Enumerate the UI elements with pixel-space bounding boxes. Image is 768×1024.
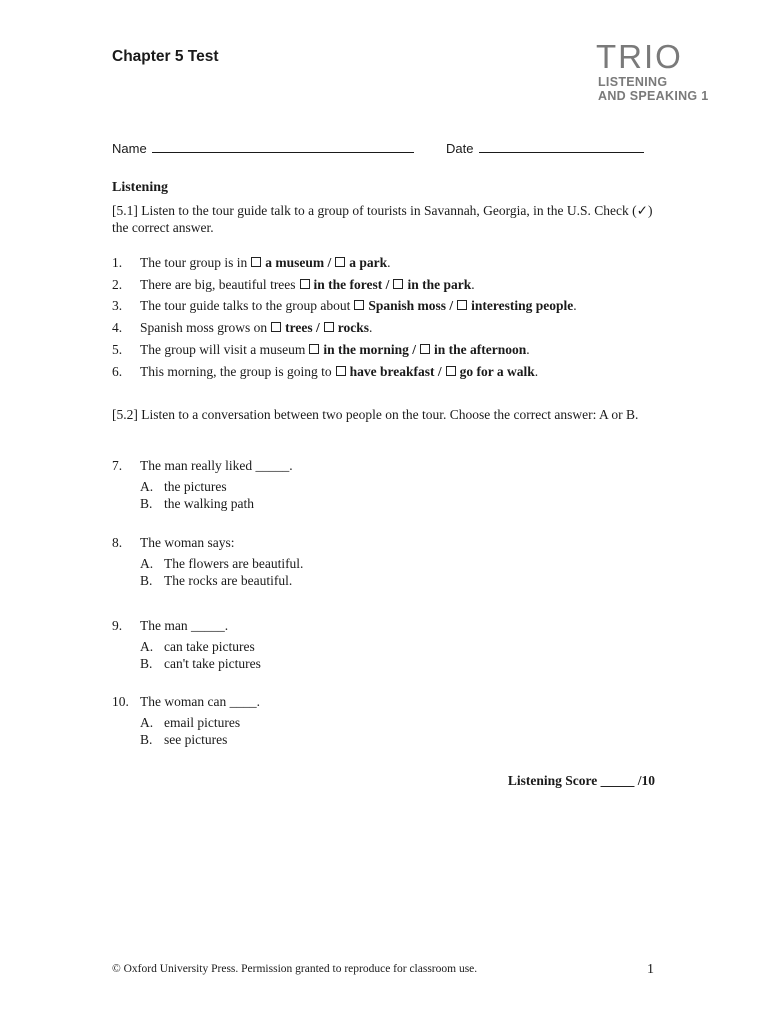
- question-stem: Spanish moss grows on: [140, 320, 268, 335]
- question-number: 1.: [112, 255, 123, 270]
- option-letter: B.: [140, 573, 153, 588]
- answer-option: have breakfast: [349, 364, 435, 379]
- sentence-end: .: [471, 277, 475, 292]
- copyright-footer: © Oxford University Press. Permission granted to reproduce for classroom use.: [112, 963, 478, 975]
- question-number: 7.: [112, 458, 123, 473]
- name-blank-line[interactable]: [152, 140, 414, 153]
- option-letter: B.: [140, 732, 153, 747]
- question-stem: The tour guide talks to the group about: [140, 298, 351, 313]
- option-text: can't take pictures: [164, 656, 261, 671]
- answer-checkbox[interactable]: [324, 322, 334, 332]
- answer-option: a park: [349, 255, 388, 270]
- answer-option: go for a walk: [459, 364, 535, 379]
- option-text: the walking path: [164, 496, 254, 511]
- listening-score: Listening Score _____ /10: [507, 773, 655, 788]
- answer-option: trees: [285, 320, 313, 335]
- sentence-end: .: [573, 298, 577, 313]
- date-field[interactable]: [446, 140, 644, 156]
- option-text: the pictures: [164, 479, 227, 494]
- answer-checkbox[interactable]: [420, 344, 430, 354]
- question-stem: The man _____.: [140, 618, 229, 633]
- question-number: 8.: [112, 535, 123, 550]
- answer-checkbox[interactable]: [457, 300, 467, 310]
- date-label: Date: [446, 141, 474, 156]
- answer-option: in the park: [407, 277, 472, 292]
- answer-checkbox[interactable]: [393, 279, 403, 289]
- answer-checkbox[interactable]: [446, 366, 456, 376]
- answer-option: rocks: [337, 320, 370, 335]
- answer-option: in the morning: [323, 342, 409, 357]
- answer-checkbox[interactable]: [251, 257, 261, 267]
- answer-checkbox[interactable]: [300, 279, 310, 289]
- answer-option: Spanish moss: [368, 298, 447, 313]
- logo-line-1: LISTENING: [598, 75, 668, 89]
- question-number: 4.: [112, 320, 123, 335]
- option-letter: A.: [140, 479, 154, 494]
- question-stem: The woman can ____.: [140, 694, 260, 709]
- option-text: can take pictures: [164, 639, 255, 654]
- option-separator: /: [449, 298, 454, 313]
- question-stem: This morning, the group is going to: [140, 364, 332, 379]
- answer-option: interesting people: [471, 298, 574, 313]
- instructions-part-2: [5.2] Listen to a conversation between two people on the tour. Choose the correct answer: A or B.: [112, 407, 639, 422]
- question-stem: The woman says:: [140, 535, 235, 550]
- answer-option: in the afternoon: [434, 342, 527, 357]
- date-blank-line[interactable]: [479, 140, 644, 153]
- question-number: 6.: [112, 364, 123, 379]
- option-separator: /: [412, 342, 417, 357]
- option-text: The rocks are beautiful.: [164, 573, 293, 588]
- question-text: [140, 254, 391, 272]
- answer-checkbox[interactable]: [336, 366, 346, 376]
- answer-checkbox[interactable]: [335, 257, 345, 267]
- logo-line-2: AND SPEAKING 1: [598, 89, 709, 103]
- option-letter: B.: [140, 496, 153, 511]
- document-title: Chapter 5 Test: [112, 48, 219, 65]
- option-text: email pictures: [164, 715, 241, 730]
- question-text: [140, 276, 475, 294]
- name-field[interactable]: [112, 140, 414, 156]
- page-number: 1: [647, 962, 654, 977]
- option-letter: A.: [140, 715, 154, 730]
- sentence-end: .: [369, 320, 373, 335]
- option-letter: A.: [140, 556, 154, 571]
- answer-checkbox[interactable]: [354, 300, 364, 310]
- sentence-end: .: [534, 364, 539, 379]
- section-heading: Listening: [112, 180, 169, 195]
- logo-brand: TRIO: [596, 38, 683, 75]
- instructions-part-1: [5.1] Listen to the tour guide talk to a group of tourists in Savannah, Georgia, in the U.S. Check (✓) the correct answer.: [112, 203, 653, 235]
- question-text: [140, 297, 577, 315]
- question-number: 10.: [112, 694, 129, 709]
- sentence-end: .: [526, 342, 530, 357]
- sentence-end: .: [387, 255, 391, 270]
- option-letter: B.: [140, 656, 153, 671]
- question-stem: The group will visit a museum: [140, 342, 306, 357]
- question-stem: The tour group is in: [140, 255, 248, 270]
- answer-checkbox[interactable]: [309, 344, 319, 354]
- name-label: Name: [112, 141, 147, 156]
- question-text: [140, 319, 372, 337]
- answer-option: in the forest: [313, 277, 383, 292]
- option-separator: /: [327, 255, 332, 270]
- answer-checkbox[interactable]: [271, 322, 281, 332]
- question-number: 5.: [112, 342, 123, 357]
- question-text: [140, 363, 538, 381]
- question-number: 9.: [112, 618, 123, 633]
- answer-option: a museum: [265, 255, 325, 270]
- trio-logo: [596, 38, 728, 108]
- question-stem: The man really liked _____.: [140, 458, 293, 473]
- question-number: 3.: [112, 298, 123, 313]
- option-text: see pictures: [164, 732, 228, 747]
- option-separator: /: [385, 277, 390, 292]
- question-number: 2.: [112, 277, 123, 292]
- option-separator: /: [316, 320, 320, 335]
- question-text: [140, 341, 530, 359]
- question-stem: There are big, beautiful trees: [140, 277, 296, 292]
- option-letter: A.: [140, 639, 154, 654]
- option-separator: /: [437, 364, 442, 379]
- option-text: The flowers are beautiful.: [164, 556, 304, 571]
